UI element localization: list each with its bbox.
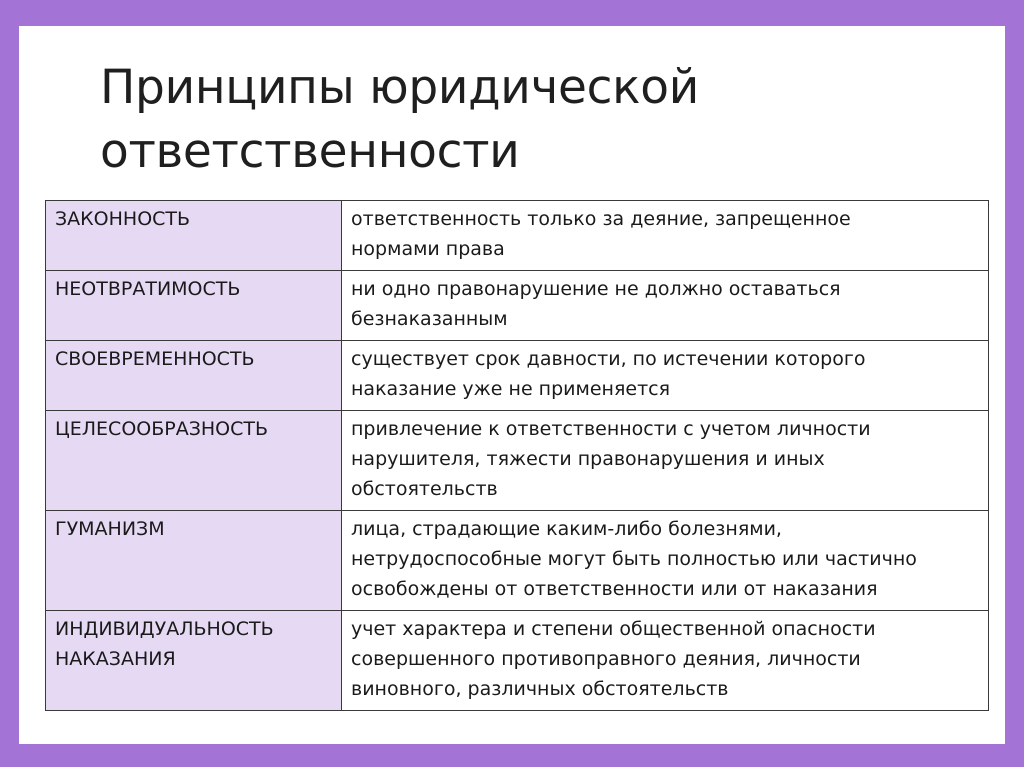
principle-description [342,271,989,341]
principle-name [46,341,342,411]
principle-description [342,611,989,711]
description-line: ответственность только за деяние, запрещенное [351,208,851,230]
description-line: лица, страдающие каким-либо болезнями, [351,518,782,540]
slide-title [100,56,960,184]
principle-name [46,611,342,711]
table-row [46,411,989,511]
table-row [46,271,989,341]
description-line: нарушителя, тяжести правонарушения и иных [351,448,825,470]
principle-name-text: НАКАЗАНИЯ [55,648,176,670]
description-line: привлечение к ответственности с учетом личности [351,418,871,440]
principle-description [342,511,989,611]
table-row [46,341,989,411]
description-line: нетрудоспособные могут быть полностью или частично [351,548,917,570]
description-line: наказание уже не применяется [351,378,671,400]
principle-name [46,511,342,611]
title-line-1: Принципы юридической [100,60,699,115]
table-row [46,511,989,611]
title-line-2: ответственности [100,124,520,179]
description-line: совершенного противоправного деяния, личности [351,648,861,670]
description-line: ни одно правонарушение не должно оставаться [351,278,841,300]
description-line: безнаказанным [351,308,508,330]
principle-description [342,411,989,511]
principle-name-text: ЗАКОННОСТЬ [55,208,191,230]
description-line: существует срок давности, по истечении которого [351,348,866,370]
principle-name-text: СВОЕВРЕМЕННОСТЬ [55,348,255,370]
description-line: освобождены от ответственности или от наказания [351,578,878,600]
principle-description [342,201,989,271]
table-row [46,201,989,271]
description-line: обстоятельств [351,478,498,500]
description-line: учет характера и степени общественной опасности [351,618,876,640]
principle-name [46,271,342,341]
principle-name-text: ЦЕЛЕСООБРАЗНОСТЬ [55,418,269,440]
principle-name-text: ИНДИВИДУАЛЬНОСТЬ [55,618,274,640]
table-row [46,611,989,711]
description-line: нормами права [351,238,505,260]
principle-name [46,411,342,511]
principle-description [342,341,989,411]
principles-table [45,200,989,711]
principle-name-text: ГУМАНИЗМ [55,518,165,540]
description-line: виновного, различных обстоятельств [351,678,729,700]
principle-name-text: НЕОТВРАТИМОСТЬ [55,278,241,300]
principle-name [46,201,342,271]
